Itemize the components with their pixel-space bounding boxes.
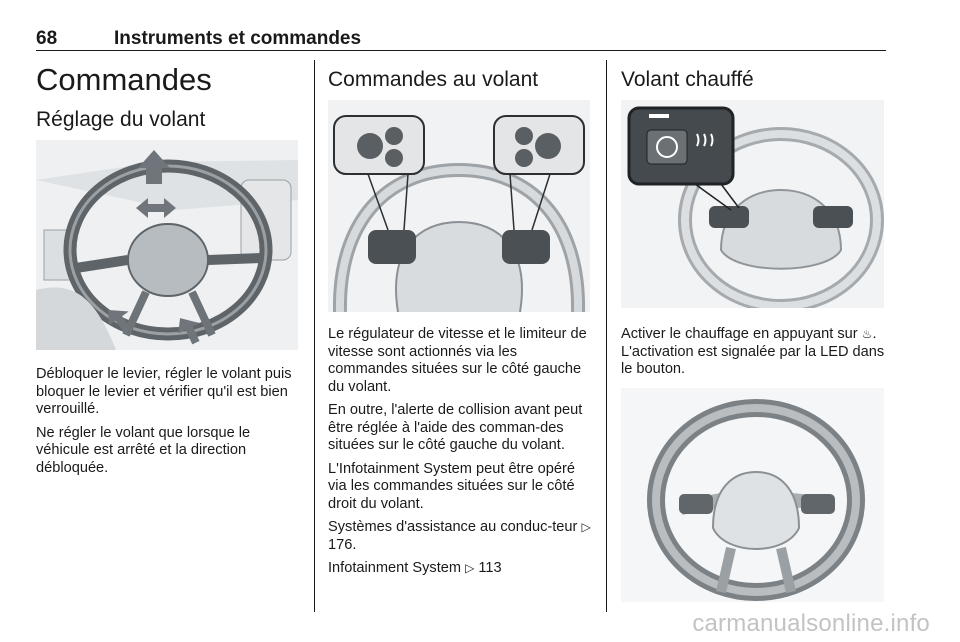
xref-1-text: Systèmes d'assistance au conduc‑teur bbox=[328, 519, 578, 535]
col2-paragraph-3: L'Infotainment System peut être opéré via les commandes situées sur le côté droit du volant. bbox=[328, 460, 575, 512]
col3-paragraph-1 bbox=[621, 326, 885, 379]
xref-arrow-icon: ▷ bbox=[581, 520, 591, 534]
steering-adjust-illustration bbox=[36, 140, 298, 350]
steering-controls-figure bbox=[328, 100, 590, 312]
col2-paragraph-1: Le régulateur de vitesse et le limiteur de vitesse sont actionnés via les commandes situées sur le côté gauche du volant. bbox=[328, 326, 587, 395]
page-number: 68 bbox=[36, 28, 58, 49]
col1-text bbox=[36, 366, 298, 483]
steering-wheel-illustration bbox=[621, 388, 884, 602]
heated-steering-wheel-icon: ♨ bbox=[861, 327, 873, 341]
col1-heading: Réglage du volant bbox=[36, 108, 206, 131]
xref-2-page[interactable]: 113 bbox=[478, 560, 502, 576]
col3-text-before-icon: Activer le chauffage en appuyant sur bbox=[621, 326, 858, 342]
top-rule bbox=[36, 50, 886, 51]
watermark: carmanualsonline.info bbox=[692, 610, 930, 637]
col1-paragraph-2: Ne régler le volant que lorsque le véhicule est arrêté et la direction débloquée. bbox=[36, 424, 251, 476]
col3-text bbox=[621, 326, 885, 385]
running-title: Instruments et commandes bbox=[114, 28, 362, 49]
col1-paragraph-1: Débloquer le levier, régler le volant puis bloquer le levier et vérifier qu'il est bien verrouillé. bbox=[36, 366, 292, 417]
col2-text bbox=[328, 326, 594, 584]
col3-text-after-icon: . L'activation est signalée par la LED dans le bouton. bbox=[621, 326, 885, 377]
xref-2-text: Infotainment System bbox=[328, 560, 462, 576]
steering-adjust-figure bbox=[36, 140, 298, 350]
xref-arrow-icon: ▷ bbox=[465, 561, 475, 575]
section-title: Commandes bbox=[36, 62, 212, 97]
column-divider-2 bbox=[606, 60, 607, 612]
steering-controls-illustration bbox=[328, 100, 590, 312]
column-divider-1 bbox=[314, 60, 315, 612]
xref-1-page[interactable]: 176. bbox=[328, 536, 357, 553]
col2-xref-1 bbox=[328, 519, 594, 554]
heated-wheel-figure bbox=[621, 100, 884, 308]
col2-heading: Commandes au volant bbox=[328, 68, 539, 91]
heated-wheel-illustration bbox=[621, 100, 884, 308]
col3-heading: Volant chauffé bbox=[621, 68, 754, 91]
col2-xref-2 bbox=[328, 560, 594, 578]
steering-wheel-figure bbox=[621, 388, 884, 602]
col2-paragraph-2: En outre, l'alerte de collision avant peut être réglée à l'aide des comman‑des situées sur le côté gauche du volant. bbox=[328, 402, 583, 453]
